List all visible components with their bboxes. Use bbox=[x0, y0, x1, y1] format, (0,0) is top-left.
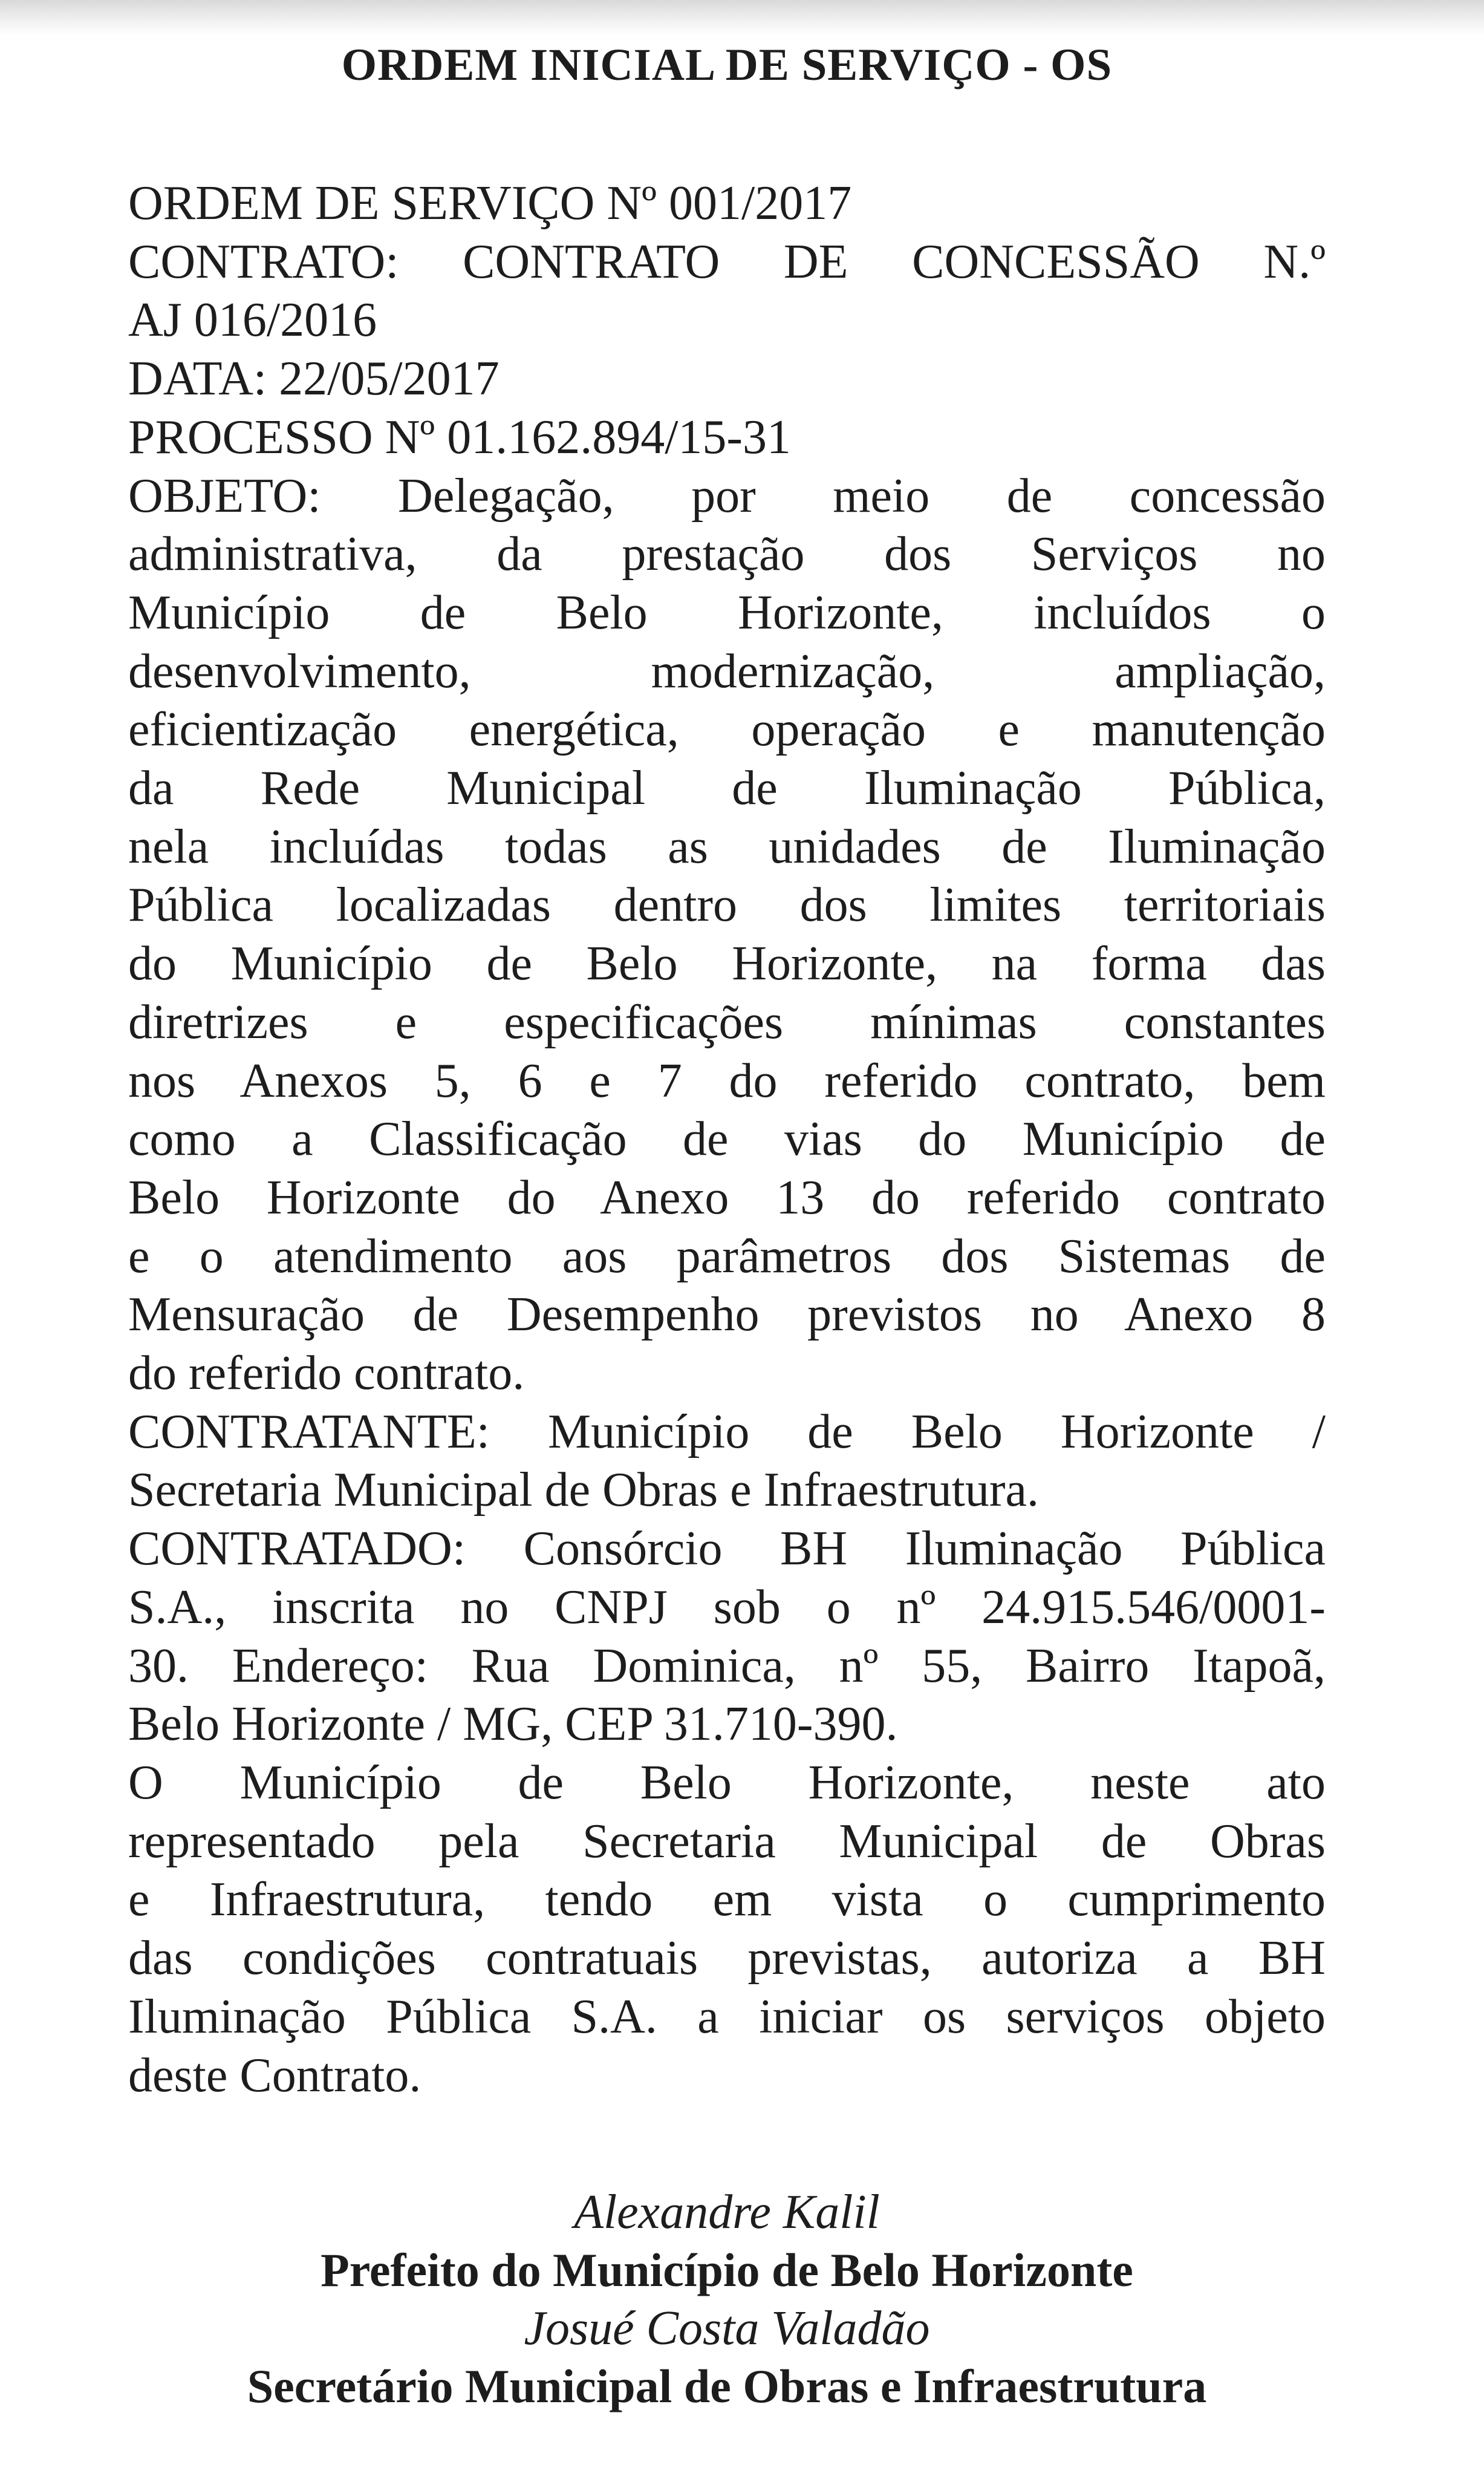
body-line: e Infraestrutura, tendo em vista o cumprimento bbox=[128, 1873, 1326, 1927]
signatory-name: Josué Costa Valadão bbox=[524, 2302, 930, 2356]
body-line: CONTRATADO: Consórcio BH Iluminação Pública bbox=[128, 1522, 1326, 1576]
body-line: Iluminação Pública S.A. a iniciar os serviços objeto bbox=[128, 1990, 1326, 2043]
body-line: 30. Endereço: Rua Dominica, nº 55, Bairro Itapoã, bbox=[128, 1639, 1326, 1693]
body-line: DATA: 22/05/2017 bbox=[128, 352, 500, 406]
body-line: CONTRATANTE: Município de Belo Horizonte / bbox=[128, 1405, 1326, 1458]
body-line: nos Anexos 5, 6 e 7 do referido contrato, bem bbox=[128, 1054, 1326, 1108]
body-line: O Município de Belo Horizonte, neste ato bbox=[128, 1756, 1326, 1809]
body-line: desenvolvimento, modernização, ampliação, bbox=[128, 644, 1326, 698]
body-line: Belo Horizonte do Anexo 13 do referido contrato bbox=[128, 1171, 1326, 1224]
body-line: e o atendimento aos parâmetros dos Sistemas de bbox=[128, 1229, 1326, 1283]
signatory-role: Prefeito do Município de Belo Horizonte bbox=[321, 2244, 1133, 2297]
body-line: AJ 016/2016 bbox=[128, 293, 377, 347]
body-line: nela incluídas todas as unidades de Iluminação bbox=[128, 820, 1326, 874]
body-line: deste Contrato. bbox=[128, 2048, 421, 2102]
body-line: CONTRATO: CONTRATO DE CONCESSÃO N.º bbox=[128, 235, 1326, 289]
body-line: ORDEM DE SERVIÇO Nº 001/2017 bbox=[128, 177, 852, 230]
body-line: administrativa, da prestação dos Serviços no bbox=[128, 527, 1326, 581]
body-line: da Rede Municipal de Iluminação Pública, bbox=[128, 762, 1326, 815]
body-line: do referido contrato. bbox=[128, 1347, 525, 1400]
document-title: ORDEM INICIAL DE SERVIÇO - OS bbox=[341, 40, 1113, 90]
signatory-role: Secretário Municipal de Obras e Infraestrutura bbox=[247, 2360, 1207, 2413]
body-line: das condições contratuais previstas, autoriza a BH bbox=[128, 1932, 1326, 1985]
body-line: PROCESSO Nº 01.162.894/15-31 bbox=[128, 410, 792, 464]
body-line: OBJETO: Delegação, por meio de concessão bbox=[128, 469, 1326, 523]
body-line: S.A., inscrita no CNPJ sob o nº 24.915.546/0001- bbox=[128, 1580, 1326, 1634]
body-line: diretrizes e especificações mínimas constantes bbox=[128, 995, 1326, 1049]
signature-block bbox=[128, 2183, 1326, 2415]
body-line: Secretaria Municipal de Obras e Infraestrutura. bbox=[128, 1463, 1039, 1517]
body-line: Mensuração de Desempenho previstos no Anexo 8 bbox=[128, 1288, 1326, 1342]
body-line: Belo Horizonte / MG, CEP 31.710-390. bbox=[128, 1697, 898, 1751]
signatory-name: Alexandre Kalil bbox=[574, 2186, 880, 2239]
body-line: eficientização energética, operação e manutenção bbox=[128, 703, 1326, 757]
body-line: Município de Belo Horizonte, incluídos o bbox=[128, 586, 1326, 639]
top-shade bbox=[0, 0, 1484, 36]
body-line: representado pela Secretaria Municipal de Obras bbox=[128, 1814, 1326, 1868]
body-line: como a Classificação de vias do Município de bbox=[128, 1112, 1326, 1166]
body-line: Pública localizadas dentro dos limites territoriais bbox=[128, 878, 1326, 932]
document-page bbox=[128, 35, 1326, 2415]
document-body bbox=[128, 174, 1326, 2105]
body-line: do Município de Belo Horizonte, na forma das bbox=[128, 937, 1326, 991]
